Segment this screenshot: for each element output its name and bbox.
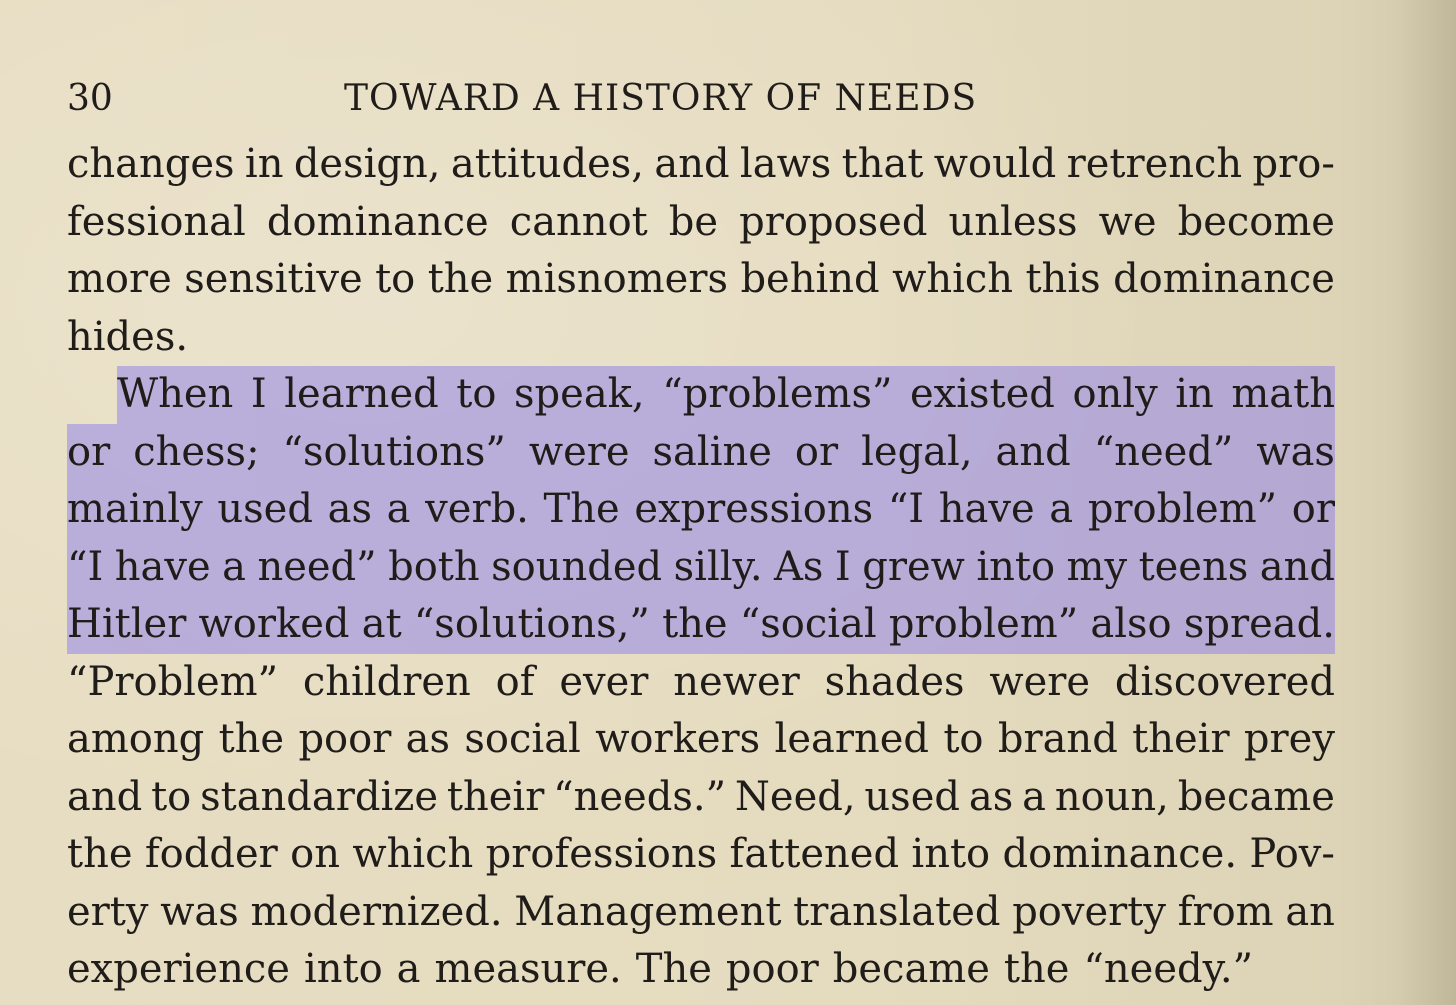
word: children (302, 658, 471, 705)
word: erty (67, 888, 149, 935)
word: the (427, 256, 494, 302)
word: to (375, 256, 416, 302)
word: used (217, 486, 313, 532)
word: in (1175, 371, 1214, 417)
word: that (841, 141, 924, 187)
word: teens (1138, 543, 1249, 590)
word: When (117, 371, 234, 417)
word: professions (485, 831, 718, 877)
word: misnomers (505, 256, 728, 302)
word: were (989, 658, 1091, 705)
word: into (976, 543, 1056, 590)
highlighted-line (67, 424, 1335, 482)
text-line (67, 826, 1335, 884)
word: which (352, 831, 474, 877)
word: discovered (1114, 658, 1335, 705)
word: “I (887, 486, 925, 532)
word: need” (257, 543, 377, 590)
word: would (933, 141, 1057, 187)
text-line (67, 654, 1335, 712)
word: As (774, 543, 824, 590)
word: design, (293, 141, 441, 187)
word: learned (284, 371, 439, 417)
word: as (968, 773, 1014, 820)
word: into (303, 946, 383, 992)
word: Pov- (1249, 831, 1335, 877)
word: workers (595, 716, 761, 762)
word: prey (1243, 716, 1335, 762)
word: we (1098, 198, 1157, 245)
word: social (464, 716, 581, 762)
spine-shadow (1396, 0, 1456, 1005)
word: standardize (200, 773, 439, 820)
word: as (405, 716, 451, 762)
word: fattened (729, 831, 900, 877)
word: “need” (1093, 428, 1234, 475)
word: spread. (1183, 601, 1335, 647)
word: unless (948, 198, 1078, 245)
word: or (794, 428, 839, 475)
text-line (67, 309, 1335, 367)
highlighted-line (67, 481, 1335, 539)
word: as (327, 486, 372, 532)
word: The (635, 946, 712, 992)
word: modernized. (250, 888, 503, 935)
word: “I (67, 543, 104, 590)
word: I (834, 543, 851, 590)
word: I (250, 371, 267, 417)
word: learned (774, 716, 930, 762)
word: or (1291, 486, 1335, 532)
word: “solutions” (282, 428, 506, 475)
text-line (67, 941, 1335, 999)
word: proposed (739, 198, 928, 245)
word: only (1072, 371, 1158, 417)
word: their (446, 773, 545, 820)
word: Need, (734, 773, 856, 820)
word: problem” (1087, 486, 1278, 532)
word: attitudes, (450, 141, 645, 187)
word: or (67, 428, 111, 475)
word: be (668, 198, 719, 245)
word: have (938, 486, 1035, 532)
word: newer (673, 658, 800, 705)
word: a (222, 543, 246, 590)
running-head: TOWARD A HISTORY OF NEEDS (344, 78, 978, 119)
word: dominance (266, 198, 489, 245)
word: shades (824, 658, 965, 705)
word: dominance (1113, 256, 1335, 302)
word: “problems” (662, 371, 893, 417)
word: to (456, 371, 497, 417)
word: poor (298, 716, 392, 762)
word: and (67, 773, 143, 820)
word: silly. (673, 543, 763, 590)
word: and (654, 141, 730, 187)
word: “Problem” (67, 658, 279, 705)
word: a (1022, 773, 1046, 820)
word: legal, (861, 428, 973, 475)
word: an (1285, 888, 1335, 935)
word: used (864, 773, 960, 820)
text-line (67, 136, 1335, 194)
word: sounded (491, 543, 663, 590)
word: the (218, 716, 285, 762)
text-line (67, 251, 1335, 309)
word: were (528, 428, 630, 475)
word: poverty (1012, 888, 1166, 935)
highlighted-line (67, 539, 1335, 597)
highlighted-line (117, 366, 1335, 424)
word: “needs.” (553, 773, 727, 820)
word: also (1090, 601, 1172, 647)
word: both (388, 543, 480, 590)
word: sensitive (184, 256, 363, 302)
word: fessional (67, 198, 246, 245)
word: “social (739, 601, 877, 647)
text-line (67, 769, 1335, 827)
word: “solutions,” (413, 601, 650, 647)
word: Hitler (67, 601, 187, 647)
word: behind (740, 256, 880, 302)
text-line (67, 194, 1335, 252)
word: brand (997, 716, 1118, 762)
word: laws (739, 141, 832, 187)
text-line (67, 711, 1335, 769)
word: have (114, 543, 211, 590)
word: into (911, 831, 991, 877)
word: hides. (67, 313, 189, 360)
word: speak, (514, 371, 645, 417)
word: verb. (425, 486, 529, 532)
word: measure. (434, 946, 622, 992)
word: translated (793, 888, 1001, 935)
word: the (1003, 946, 1070, 992)
word: experience (67, 946, 290, 992)
word: to (151, 773, 192, 820)
word: became (1177, 773, 1335, 820)
word: worked (198, 601, 350, 647)
word: problem” (888, 601, 1079, 647)
word: a (386, 486, 411, 532)
word: their (1132, 716, 1230, 762)
word: a (396, 946, 421, 992)
word: pro- (1252, 141, 1335, 187)
highlighted-line (67, 596, 1335, 654)
word: was (1256, 428, 1335, 475)
word: The (543, 486, 620, 532)
page-number: 30 (67, 78, 113, 119)
word: dominance. (1002, 831, 1238, 877)
word: to (943, 716, 984, 762)
word: grew (862, 543, 965, 590)
word: become (1177, 198, 1335, 245)
word: among (67, 716, 205, 762)
word: more (67, 256, 172, 302)
word: from (1177, 888, 1274, 935)
body-text (67, 136, 1335, 999)
word: was (160, 888, 239, 935)
word: the (662, 601, 728, 647)
word: the (67, 831, 133, 877)
word: “needy.” (1083, 946, 1254, 992)
word: and (1259, 543, 1335, 590)
word: became (832, 946, 990, 992)
word: mainly (67, 486, 203, 532)
word: chess; (133, 428, 260, 475)
word: changes (67, 141, 235, 187)
word: which (892, 256, 1014, 302)
word: math (1231, 371, 1335, 417)
word: and (995, 428, 1071, 475)
word: poor (725, 946, 819, 992)
word: saline (652, 428, 772, 475)
word: my (1066, 543, 1128, 590)
word: ever (559, 658, 649, 705)
word: this (1025, 256, 1101, 302)
word: noun, (1054, 773, 1169, 820)
word: a (1049, 486, 1074, 532)
page-header (67, 76, 1067, 126)
word: expressions (634, 486, 874, 532)
text-line (67, 884, 1335, 942)
word: of (495, 658, 535, 705)
word: existed (909, 371, 1055, 417)
word: at (361, 601, 402, 647)
word: in (244, 141, 284, 187)
word: on (290, 831, 340, 877)
word: cannot (509, 198, 648, 245)
word: retrench (1066, 141, 1243, 187)
word: Management (514, 888, 782, 935)
word: fodder (144, 831, 278, 877)
